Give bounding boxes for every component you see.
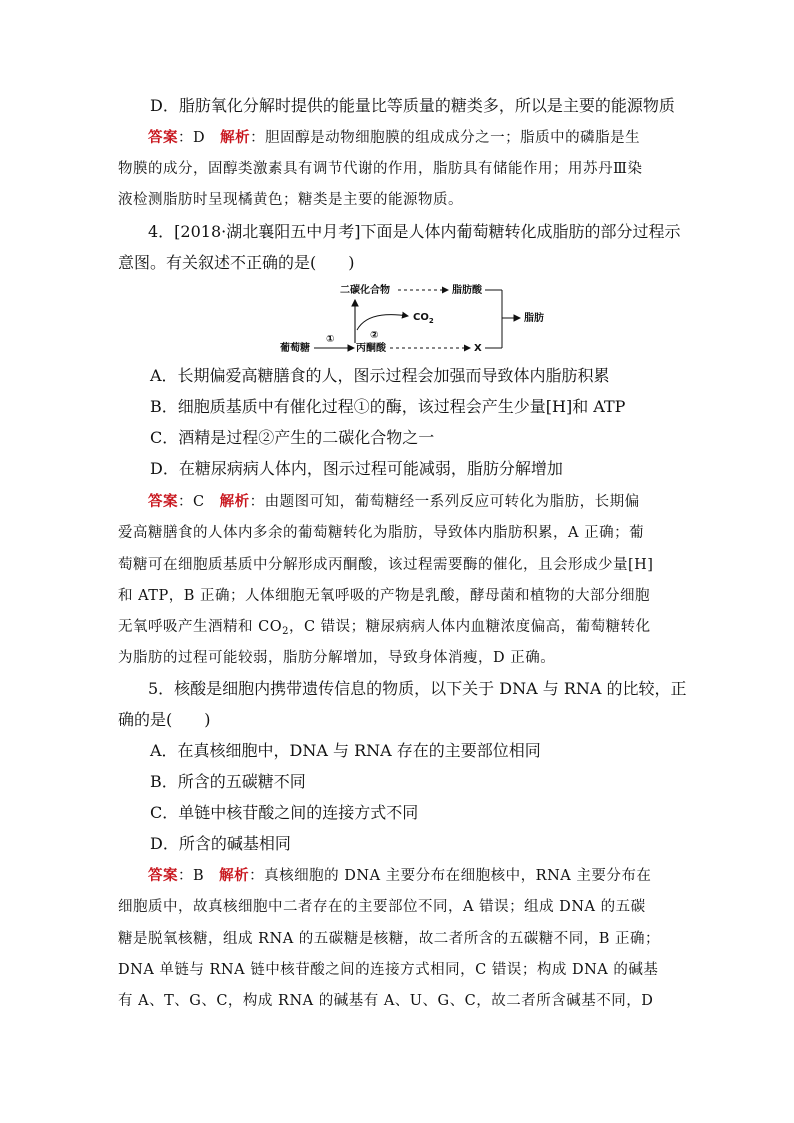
q5-option-b: B．所含的五碳糖不同 (150, 772, 306, 791)
q3-option-d: D．脂肪氧化分解时提供的能量比等质量的糖类多，所以是主要的能源物质 (150, 96, 675, 115)
q3-explanation-line: 物膜的成分，固醇类激素具有调节代谢的作用，脂肪具有储能作用；用苏丹Ⅲ染 (118, 161, 643, 177)
q5-option-c: C．单链中核苷酸之间的连接方式不同 (150, 803, 419, 822)
x-label: X (474, 343, 482, 354)
analysis-text: ：真核细胞的 DNA 主要分布在细胞核中，RNA 主要分布在 (249, 868, 652, 884)
q5-option-a: A．在真核细胞中，DNA 与 RNA 存在的主要部位相同 (150, 741, 541, 760)
q5-option-d: D．所含的碱基相同 (150, 834, 291, 853)
q4-option-c: C．酒精是过程②产生的二碳化合物之一 (150, 428, 435, 447)
two-carbon-compound-label: 二碳化合物 (340, 285, 390, 296)
q4-answer-line (148, 491, 708, 513)
q4-stem: 意图。有关叙述不正确的是( ) (118, 253, 355, 272)
answer-value: ：B (178, 868, 220, 884)
q5-explanation-line: 糖是脱氧核糖，组成 RNA 的五碳糖是核糖，故二者所含的五碳糖不同，B 正确； (118, 931, 661, 947)
q5-explanation-line: 有 A、T、G、C，构成 RNA 的碱基有 A、U、G、C，故二者所含碱基不同，D (118, 993, 654, 1009)
q4-explanation-line (118, 616, 678, 643)
q5-answer-line (148, 865, 708, 887)
analysis-text: ：胆固醇是动物细胞膜的组成成分之一；脂质中的磷脂是生 (250, 130, 641, 146)
fatty-acid-label: 脂肪酸 (452, 285, 482, 296)
q4-explanation-text: 无氧呼吸产生酒精和 CO (118, 619, 283, 635)
q5-stem: 5．核酸是细胞内携带遗传信息的物质，以下关于 DNA 与 RNA 的比较，正 (148, 679, 687, 698)
q4-stem: 4．[2018·湖北襄阳五中月考]下面是人体内葡萄糖转化成脂肪的部分过程示 (148, 222, 681, 241)
q4-explanation-line: 萄糖可在细胞质基质中分解形成丙酮酸，该过程需要酶的催化，且会形成少量[H] (118, 557, 654, 573)
q3-answer-line (148, 127, 708, 149)
answer-label: 答案 (148, 868, 178, 884)
q5-explanation-line: DNA 单链与 RNA 链中核苷酸之间的连接方式相同，C 错误；构成 DNA 的碱基 (118, 962, 659, 978)
step1-label: ① (326, 334, 335, 345)
answer-value: ：D (178, 130, 221, 146)
glucose-to-fat-diagram (280, 280, 570, 358)
q3-explanation-line: 液检测脂肪时呈现橘黄色；糖类是主要的能源物质。 (118, 192, 463, 208)
glucose-label: 葡萄糖 (280, 343, 310, 354)
q5-stem: 确的是( ) (118, 710, 211, 729)
co2-arrow (357, 315, 408, 330)
q5-explanation-line: 细胞质中，故真核细胞中二者存在的主要部位不同，A 错误；组成 DNA 的五碳 (118, 899, 646, 915)
q4-explanation-text: ，C 错误；糖尿病病人体内血糖浓度偏高，葡萄糖转化 (288, 619, 651, 635)
answer-value: ：C (178, 494, 220, 510)
q4-option-b: B．细胞质基质中有催化过程①的酶，该过程会产生少量[H]和 ATP (150, 397, 626, 416)
fat-label: 脂肪 (524, 313, 544, 324)
pyruvate-label: 丙酮酸 (356, 343, 386, 354)
co2-label: $CO_2$ (413, 312, 434, 325)
step2-label: ② (370, 330, 379, 341)
answer-label: 答案 (148, 130, 178, 146)
analysis-text: ：由题图可知，葡萄糖经一系列反应可转化为脂肪，长期偏 (249, 494, 640, 510)
analysis-label: 解析 (219, 494, 250, 510)
q4-explanation-line: 和 ATP，B 正确；人体细胞无氧呼吸的产物是乳酸，酵母菌和植物的大部分细胞 (118, 588, 650, 604)
q4-explanation-line: 爱高糖膳食的人体内多余的葡萄糖转化为脂肪，导致体内脂肪积累，A 正确；葡 (118, 525, 645, 541)
q4-option-d: D．在糖尿病病人体内，图示过程可能减弱，脂肪分解增加 (150, 459, 563, 478)
subscript: 2 (282, 626, 289, 637)
analysis-label: 解析 (219, 868, 250, 884)
q4-explanation-line: 为脂肪的过程可能较弱，脂肪分解增加，导致身体消瘦，D 正确。 (118, 650, 556, 666)
q4-option-a: A．长期偏爱高糖膳食的人，图示过程会加强而导致体内脂肪积累 (150, 366, 610, 385)
analysis-label: 解析 (220, 130, 251, 146)
answer-label: 答案 (148, 494, 178, 510)
